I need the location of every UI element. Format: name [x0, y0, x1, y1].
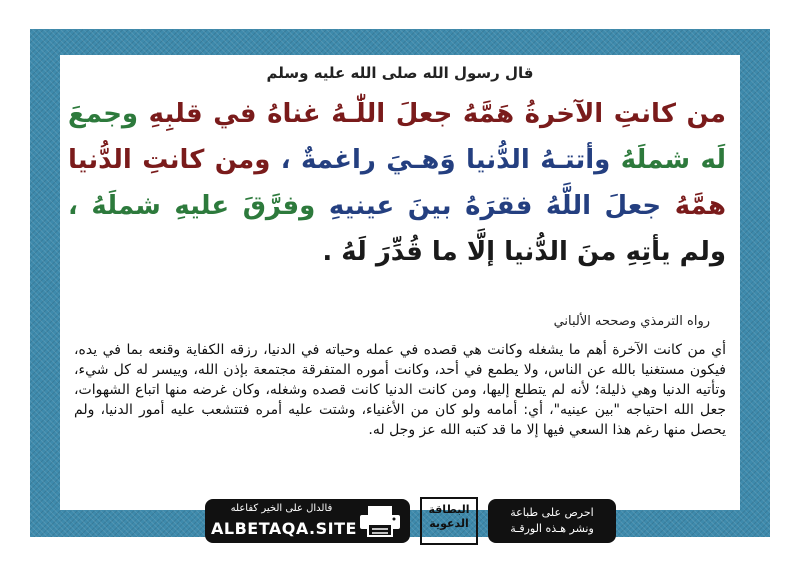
- site-motto: فالدال على الخير كفاعله: [230, 503, 333, 514]
- logo-line-1: البطاقة: [428, 503, 470, 516]
- print-reminder: [488, 499, 616, 543]
- hadith-part-2: وجمعَ لَه شملَهُ: [68, 99, 726, 175]
- site-badge[interactable]: [205, 499, 410, 543]
- hadith-part-7: ولم يأتِهِ منَ الدُّنيا إلَّا ما قُدِّرَ لَهُ .: [322, 237, 726, 267]
- footer: [205, 499, 615, 547]
- logo-line-2: الدعوية: [429, 517, 469, 530]
- content-panel: [60, 55, 740, 538]
- site-url[interactable]: ALBETAQA.SITE: [211, 519, 357, 538]
- hadith-part-6: وفرَّقَ عليهِ شملَهُ ،: [68, 191, 316, 221]
- hadith-part-4: ومن كانتِ الدُّنيا همَّهُ: [68, 145, 726, 221]
- hadith-explanation: أي من كانت الآخرة أهم ما يشغله وكانت هي قصده في عمله وحياته في الدنيا، رزقه الكفاية وقنعه بما في يده، فيكون مستغنيا بالله عن الناس، ولا يطمع في أحد، وكانت أموره المتفرقة مجتمعة بإذن الله، وييسر له كل شيء، وتأتيه الدنيا وهي ذليلة؛ لأنه لم يتطلع إليها، ومن كانت الدنيا كانت قصده وشغله، وكان غرضه منها اتباع الشهوات، جعل الله احتياجه "بين عينيه"، أي: أمامه ولو كان من الأغنياء، وشتت عليه أمره فتتشعب عليه أمور الدنيا، ولم يحصل منها رغم هذا السعي فيها إلا ما قد كتبه الله عز وجل له.: [74, 342, 726, 438]
- hadith-part-1: من كانتِ الآخرةُ هَمَّهُ جعلَ اللّٰـهُ غناهُ في قلبِهِ: [148, 99, 727, 129]
- print-line-1: احرص على طباعة: [510, 506, 594, 519]
- printer-icon: [358, 505, 402, 537]
- hadith-source: رواه الترمذي وصححه الألباني: [553, 314, 710, 329]
- hadith-intro: قال رسول الله صلى الله عليه وسلم: [266, 64, 534, 82]
- hadith-part-5: جعلَ اللَّهُ فقرَهُ بينَ عينيهِ: [328, 191, 662, 221]
- albetaqa-logo: [420, 497, 478, 545]
- hadith-part-3: وأتتـهُ الدُّنيا وَهـيَ راغمةٌ ،: [280, 145, 611, 175]
- print-line-2: ونشر هـذه الورقـة: [510, 522, 594, 535]
- hadith-text: [68, 91, 726, 275]
